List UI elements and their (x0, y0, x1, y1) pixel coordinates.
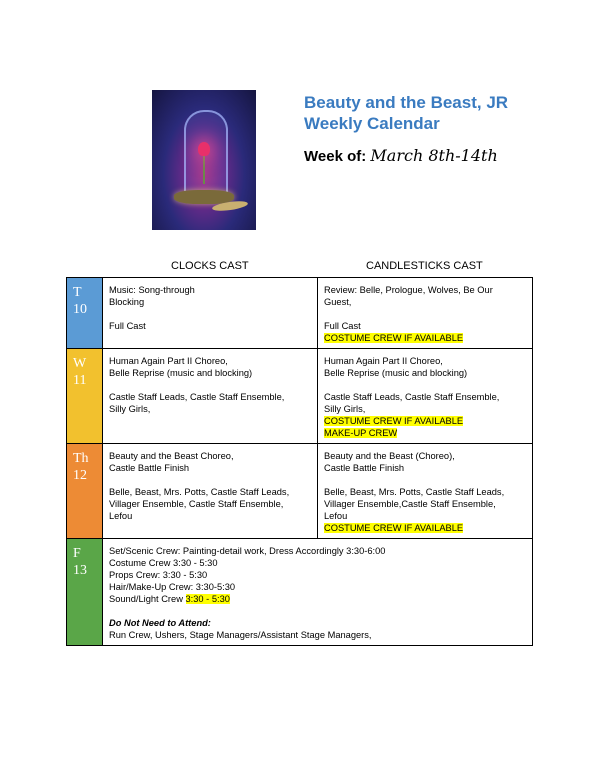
table-row-wednesday (67, 349, 533, 444)
day-cell-wednesday (67, 349, 103, 444)
day-label: F (73, 546, 81, 561)
clocks-cell-tuesday (103, 278, 318, 349)
list-item: Villager Ensemble, Castle Staff Ensemble, (109, 499, 284, 509)
list-item: Beauty and the Beast (Choreo), (324, 451, 455, 461)
list-item: Guest, (324, 297, 352, 307)
list-item: Belle, Beast, Mrs. Potts, Castle Staff Leads, (109, 487, 290, 497)
list-item: Castle Staff Leads, Castle Staff Ensemble, (324, 392, 500, 402)
clocks-cell-wednesday (103, 349, 318, 444)
day-date: 12 (73, 468, 87, 483)
list-item: Blocking (109, 297, 145, 307)
sound-light-crew-label: Sound/Light Crew (109, 594, 186, 604)
list-item (109, 593, 526, 605)
list-item: Lefou (324, 511, 348, 521)
week-of (304, 146, 498, 165)
table-row-thursday (67, 444, 533, 539)
list-item: Castle Battle Finish (324, 463, 405, 473)
candlesticks-cell-thursday (318, 444, 533, 539)
day-cell-tuesday (67, 278, 103, 349)
costume-crew-note: COSTUME CREW IF AVAILABLE (324, 523, 464, 533)
list-item: Castle Staff Leads, Castle Staff Ensemble, (109, 392, 285, 402)
do-not-attend-list: Run Crew, Ushers, Stage Managers/Assistant Stage Managers, (109, 630, 372, 640)
day-date: 13 (73, 563, 87, 578)
make-up-crew-note: MAKE-UP CREW (324, 428, 398, 438)
list-item: Belle Reprise (music and blocking) (324, 368, 468, 378)
list-item: Belle, Beast, Mrs. Potts, Castle Staff Leads, (324, 487, 505, 497)
list-item: Music: Song-through (109, 285, 195, 295)
day-label: Th (73, 451, 89, 466)
day-cell-thursday (67, 444, 103, 539)
day-cell-friday (67, 539, 103, 646)
list-item: Set/Scenic Crew: Painting-detail work, Dress Accordingly 3:30-6:00 (109, 546, 386, 556)
week-value: March 8th-14th (370, 146, 498, 165)
day-date: 11 (73, 373, 87, 388)
list-item: Hair/Make-Up Crew: 3:30-5:30 (109, 582, 236, 592)
list-item: Beauty and the Beast Choreo, (109, 451, 234, 461)
list-item: Castle Battle Finish (109, 463, 190, 473)
friday-crew-cell (103, 539, 533, 646)
list-item: Silly Girls, (109, 404, 151, 414)
list-item: Belle Reprise (music and blocking) (109, 368, 253, 378)
enchanted-rose (198, 142, 210, 156)
list-item: Silly Girls, (324, 404, 366, 414)
list-item: Full Cast (324, 321, 361, 331)
list-item: Lefou (109, 511, 133, 521)
page-title (304, 92, 508, 134)
sound-light-crew-time: 3:30 - 5:30 (185, 594, 230, 604)
day-label: W (73, 356, 87, 371)
table-row-tuesday (67, 278, 533, 349)
candlesticks-cell-tuesday (318, 278, 533, 349)
table-row-friday (67, 539, 533, 646)
week-label: Week of: (304, 148, 367, 165)
weekly-calendar-table (66, 277, 533, 646)
day-label: T (73, 285, 82, 300)
list-item: Human Again Part II Choreo, (324, 356, 443, 366)
candlesticks-cell-wednesday (318, 349, 533, 444)
show-poster-image (152, 90, 256, 230)
list-item: Full Cast (109, 321, 146, 331)
list-item: Human Again Part II Choreo, (109, 356, 228, 366)
candlesticks-cast-header: CANDLESTICKS CAST (366, 260, 483, 272)
title-line-2: Weekly Calendar (304, 114, 440, 133)
list-item: Review: Belle, Prologue, Wolves, Be Our (324, 285, 493, 295)
costume-crew-note: COSTUME CREW IF AVAILABLE (324, 333, 464, 343)
list-item: Costume Crew 3:30 - 5:30 (109, 558, 218, 568)
costume-crew-note: COSTUME CREW IF AVAILABLE (324, 416, 464, 426)
day-date: 10 (73, 302, 87, 317)
clocks-cell-thursday (103, 444, 318, 539)
list-item: Props Crew: 3:30 - 5:30 (109, 570, 208, 580)
title-line-1: Beauty and the Beast, JR (304, 93, 509, 112)
do-not-attend-label: Do Not Need to Attend: (109, 618, 211, 628)
list-item: Villager Ensemble,Castle Staff Ensemble, (324, 499, 496, 509)
rose-stem (203, 154, 205, 184)
clocks-cast-header: CLOCKS CAST (171, 260, 249, 272)
